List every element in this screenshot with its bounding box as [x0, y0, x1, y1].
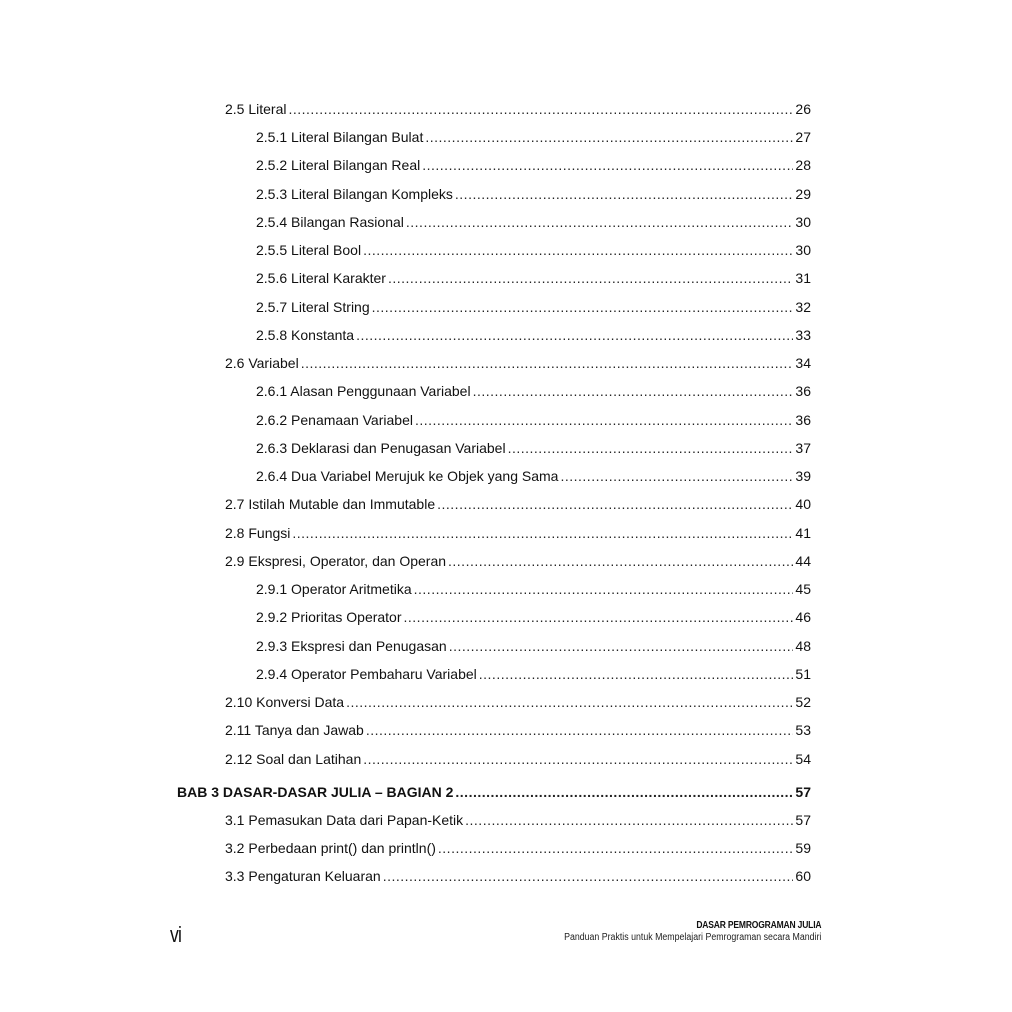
dot-leader [438, 839, 794, 857]
toc-entry-label: 2.5.2 Literal Bilangan Real [256, 157, 421, 173]
toc-entry[interactable] [225, 811, 811, 829]
toc-entry-page: 46 [795, 609, 811, 625]
toc-entry[interactable] [256, 298, 811, 316]
footer-book-title: DASAR PEMROGRAMAN JULIA [695, 920, 821, 931]
toc-entry-label: 2.5.4 Bilangan Rasional [256, 214, 404, 230]
toc-entry-label: 2.6 Variabel [225, 355, 299, 371]
toc-entry-label: 3.3 Pengaturan Keluaran [225, 868, 381, 884]
dot-leader [508, 439, 794, 457]
dot-leader [292, 524, 793, 542]
toc-entry[interactable] [256, 156, 811, 174]
toc-entry[interactable] [256, 580, 811, 598]
toc-entry-page: 57 [795, 812, 811, 828]
toc-entry-label: 2.10 Konversi Data [225, 694, 345, 710]
dot-leader [455, 783, 793, 801]
dot-leader [473, 382, 794, 400]
toc-entry-page: 30 [795, 214, 811, 230]
toc-entry-page: 39 [795, 468, 811, 484]
toc-entry-label: 2.5.8 Konstanta [256, 327, 355, 343]
toc-entry-page: 33 [795, 327, 811, 343]
dot-leader [383, 867, 794, 885]
toc-entry[interactable] [225, 867, 811, 885]
toc-entry-page: 59 [795, 840, 811, 856]
toc-entry-label: 2.5.7 Literal String [256, 299, 370, 315]
toc-entry-label: 2.9.1 Operator Aritmetika [256, 581, 412, 597]
toc-chapter-entry[interactable] [177, 783, 811, 801]
toc-entry-label: 2.7 Istilah Mutable dan Immutable [225, 496, 436, 512]
toc-entry-page: 36 [795, 412, 811, 428]
toc-entry-label: 3.1 Pemasukan Data dari Papan-Ketik [225, 812, 464, 828]
dot-leader [465, 811, 793, 829]
toc-entry-label: 2.5.3 Literal Bilangan Kompleks [256, 186, 453, 202]
toc-entry-page: 52 [795, 694, 811, 710]
toc-entry-label: 2.5.5 Literal Bool [256, 242, 362, 258]
toc-entry[interactable] [256, 411, 811, 429]
toc-entry[interactable] [225, 839, 811, 857]
toc-entry-label: 2.6.2 Penamaan Variabel [256, 412, 413, 428]
toc-entry[interactable] [225, 693, 811, 711]
toc-entry-page: 51 [795, 666, 811, 682]
dot-leader [449, 637, 794, 655]
toc-entry-page: 41 [795, 525, 811, 541]
toc-entry-page: 34 [795, 355, 811, 371]
dot-leader [301, 354, 794, 372]
toc-entry[interactable] [256, 637, 811, 655]
toc-entry[interactable] [256, 269, 811, 287]
toc-entry[interactable] [256, 128, 811, 146]
toc-entry[interactable] [256, 185, 811, 203]
toc-entry[interactable] [225, 100, 811, 118]
dot-leader [414, 580, 794, 598]
dot-leader [415, 411, 793, 429]
dot-leader [363, 750, 793, 768]
toc-entry[interactable] [225, 495, 811, 513]
toc-entry-page: 30 [795, 242, 811, 258]
toc-entry-label: 2.6.4 Dua Variabel Merujuk ke Objek yang Sama [256, 468, 559, 484]
toc-entry[interactable] [256, 608, 811, 626]
footer-page-number: vi [170, 922, 182, 947]
toc-entry-label: 2.12 Soal dan Latihan [225, 751, 362, 767]
toc-entry-label: 2.9 Ekspresi, Operator, dan Operan [225, 553, 447, 569]
toc-entry-page: 53 [795, 722, 811, 738]
toc-entry-label: 2.6.3 Deklarasi dan Penugasan Variabel [256, 440, 506, 456]
dot-leader [437, 495, 793, 513]
dot-leader [425, 128, 793, 146]
toc-entry-page: 57 [795, 784, 811, 800]
toc-entry-page: 28 [795, 157, 811, 173]
dot-leader [404, 608, 794, 626]
toc-entry[interactable] [256, 439, 811, 457]
toc-entry-page: 40 [795, 496, 811, 512]
toc-entry-page: 27 [795, 129, 811, 145]
toc-entry-page: 54 [795, 751, 811, 767]
toc-entry-label: 2.5.6 Literal Karakter [256, 270, 386, 286]
toc-entry-page: 36 [795, 383, 811, 399]
toc-entry-page: 48 [795, 638, 811, 654]
dot-leader [372, 298, 794, 316]
toc-entry-label: 2.5.1 Literal Bilangan Bulat [256, 129, 424, 145]
dot-leader [455, 185, 794, 203]
toc-entry-label: 2.11 Tanya dan Jawab [225, 722, 364, 738]
toc-entry[interactable] [225, 354, 811, 372]
dot-leader [560, 467, 793, 485]
toc-entry[interactable] [225, 721, 811, 739]
toc-entry-page: 32 [795, 299, 811, 315]
toc-entry-page: 60 [795, 868, 811, 884]
toc-entry[interactable] [256, 665, 811, 683]
dot-leader [356, 326, 793, 344]
toc-entry-label: 2.8 Fungsi [225, 525, 291, 541]
toc-entry-label: 2.9.4 Operator Pembaharu Variabel [256, 666, 477, 682]
toc-entry-label: BAB 3 DASAR-DASAR JULIA – BAGIAN 2 [177, 784, 454, 800]
toc-entry-page: 45 [795, 581, 811, 597]
toc-entry-label: 2.5 Literal [225, 101, 287, 117]
toc-entry-page: 44 [795, 553, 811, 569]
toc-entry-label: 3.2 Perbedaan print() dan println() [225, 840, 436, 856]
toc-entry[interactable] [256, 382, 811, 400]
toc-entry[interactable] [256, 326, 811, 344]
dot-leader [479, 665, 794, 683]
toc-entry[interactable] [256, 213, 811, 231]
toc-entry-page: 29 [795, 186, 811, 202]
toc-entry[interactable] [256, 467, 811, 485]
dot-leader [406, 213, 794, 231]
toc-entry-page: 31 [795, 270, 811, 286]
dot-leader [448, 552, 793, 570]
dot-leader [363, 241, 793, 259]
dot-leader [388, 269, 793, 287]
dot-leader [288, 100, 793, 118]
footer-running-title [529, 920, 821, 944]
toc-entry[interactable] [225, 552, 811, 570]
toc-entry-label: 2.6.1 Alasan Penggunaan Variabel [256, 383, 471, 399]
toc-entry-page: 37 [795, 440, 811, 456]
dot-leader [366, 721, 794, 739]
toc-entry-label: 2.9.2 Prioritas Operator [256, 609, 402, 625]
toc-entry[interactable] [256, 241, 811, 259]
toc-entry[interactable] [225, 524, 811, 542]
toc-entry[interactable] [225, 750, 811, 768]
dot-leader [422, 156, 793, 174]
dot-leader [346, 693, 793, 711]
toc-entry-label: 2.9.3 Ekspresi dan Penugasan [256, 638, 447, 654]
footer-book-subtitle: Panduan Praktis untuk Mempelajari Pemrograman secara Mandiri [563, 932, 821, 943]
toc-entry-page: 26 [795, 101, 811, 117]
